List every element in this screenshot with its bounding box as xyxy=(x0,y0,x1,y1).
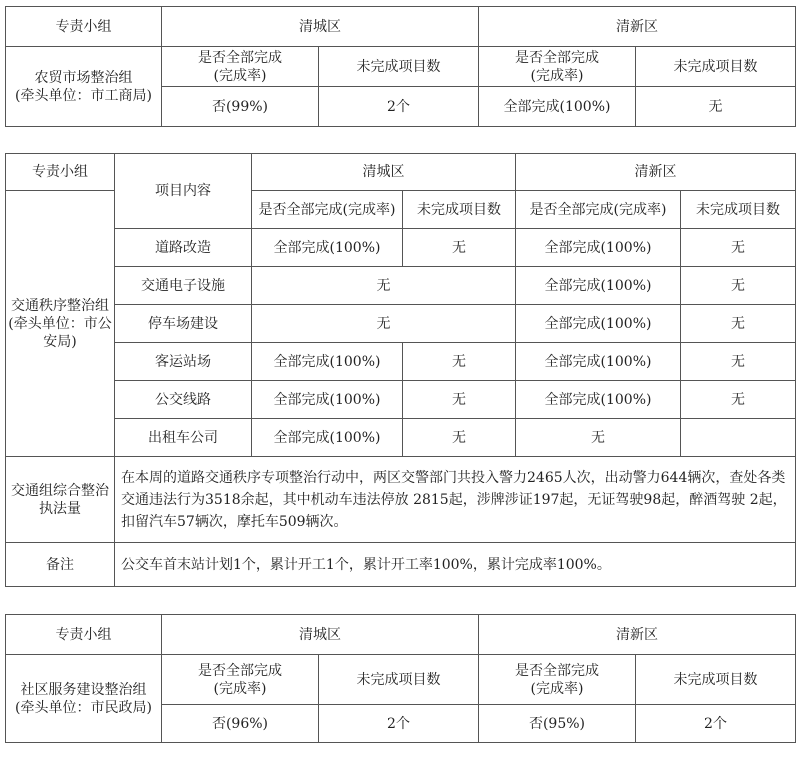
group-header: 专责小组 xyxy=(6,7,162,47)
a-incomplete: 2个 xyxy=(319,87,479,127)
b-incomplete: 无 xyxy=(681,305,796,343)
group-name: 农贸市场整治组 (牵头单位：市工商局) xyxy=(6,47,162,127)
remark-text: 公交车首末站计划1个，累计开工1个，累计开工率100%，累计完成率100%。 xyxy=(115,543,796,587)
a-complete: 全部完成(100%) xyxy=(252,419,403,457)
district-b-header: 清新区 xyxy=(516,154,796,191)
table-row xyxy=(6,381,796,419)
table-row xyxy=(6,419,796,457)
group-name: 社区服务建设整治组 (牵头单位：市民政局) xyxy=(6,655,162,743)
a-incomplete: 无 xyxy=(403,419,516,457)
a-complete: 否(99%) xyxy=(162,87,319,127)
community-table xyxy=(5,614,796,743)
enforcement-label: 交通组综合整治执法量 xyxy=(6,457,115,543)
remark-label: 备注 xyxy=(6,543,115,587)
a-complete: 全部完成(100%) xyxy=(252,229,403,267)
district-a-header: 清城区 xyxy=(252,154,516,191)
district-b-header: 清新区 xyxy=(479,615,796,655)
col-complete-a: 是否全部完成 (完成率) xyxy=(162,47,319,87)
b-complete: 否(95%) xyxy=(479,705,636,743)
col-complete-b: 是否全部完成 (完成率) xyxy=(479,47,636,87)
b-complete: 全部完成(100%) xyxy=(516,267,681,305)
a-incomplete: 无 xyxy=(403,381,516,419)
district-a-header: 清城区 xyxy=(162,7,479,47)
table-row xyxy=(6,267,796,305)
a-merged: 无 xyxy=(252,267,516,305)
a-incomplete: 2个 xyxy=(319,705,479,743)
col-complete-a: 是否全部完成 (完成率) xyxy=(162,655,319,705)
b-complete: 全部完成(100%) xyxy=(516,343,681,381)
table-row xyxy=(6,343,796,381)
col-incomplete-b: 未完成项目数 xyxy=(681,191,796,229)
district-a-header: 清城区 xyxy=(162,615,479,655)
project-header: 项目内容 xyxy=(115,154,252,229)
item: 交通电子设施 xyxy=(115,267,252,305)
market-table xyxy=(5,6,796,127)
b-complete: 全部完成(100%) xyxy=(479,87,636,127)
item: 客运站场 xyxy=(115,343,252,381)
b-complete: 全部完成(100%) xyxy=(516,305,681,343)
table-row xyxy=(6,229,796,267)
col-incomplete-b: 未完成项目数 xyxy=(636,655,796,705)
a-complete: 全部完成(100%) xyxy=(252,381,403,419)
col-incomplete-b: 未完成项目数 xyxy=(636,47,796,87)
district-b-header: 清新区 xyxy=(479,7,796,47)
col-complete-a: 是否全部完成(完成率) xyxy=(252,191,403,229)
enforcement-text: 在本周的道路交通秩序专项整治行动中，两区交警部门共投入警力2465人次，出动警力644辆次，查处各类交通违法行为3518余起，其中机动车违法停放 2815起，涉牌涉证197起，无证驾驶98起，醉酒驾驶 2起，扣留汽车57辆次，摩托车509辆次。 xyxy=(115,457,796,543)
item: 出租车公司 xyxy=(115,419,252,457)
group-header: 专责小组 xyxy=(6,154,115,191)
item: 道路改造 xyxy=(115,229,252,267)
a-merged: 无 xyxy=(252,305,516,343)
group-header: 专责小组 xyxy=(6,615,162,655)
a-complete: 否(96%) xyxy=(162,705,319,743)
traffic-table xyxy=(5,153,796,587)
a-complete: 全部完成(100%) xyxy=(252,343,403,381)
b-incomplete: 无 xyxy=(636,87,796,127)
b-incomplete: 无 xyxy=(681,343,796,381)
b-complete: 全部完成(100%) xyxy=(516,381,681,419)
item: 停车场建设 xyxy=(115,305,252,343)
table-row xyxy=(6,305,796,343)
item: 公交线路 xyxy=(115,381,252,419)
col-complete-b: 是否全部完成(完成率) xyxy=(516,191,681,229)
col-incomplete-a: 未完成项目数 xyxy=(319,47,479,87)
col-complete-b: 是否全部完成 (完成率) xyxy=(479,655,636,705)
b-incomplete: 无 xyxy=(681,229,796,267)
empty-cell xyxy=(681,419,796,457)
b-complete: 全部完成(100%) xyxy=(516,229,681,267)
b-incomplete: 无 xyxy=(681,381,796,419)
col-incomplete-a: 未完成项目数 xyxy=(319,655,479,705)
a-incomplete: 无 xyxy=(403,343,516,381)
a-incomplete: 无 xyxy=(403,229,516,267)
b-incomplete: 无 xyxy=(681,267,796,305)
col-incomplete-a: 未完成项目数 xyxy=(403,191,516,229)
b-incomplete: 2个 xyxy=(636,705,796,743)
group-name: 交通秩序整治组(牵头单位：市公安局) xyxy=(6,191,115,457)
b-merged: 无 xyxy=(516,419,681,457)
